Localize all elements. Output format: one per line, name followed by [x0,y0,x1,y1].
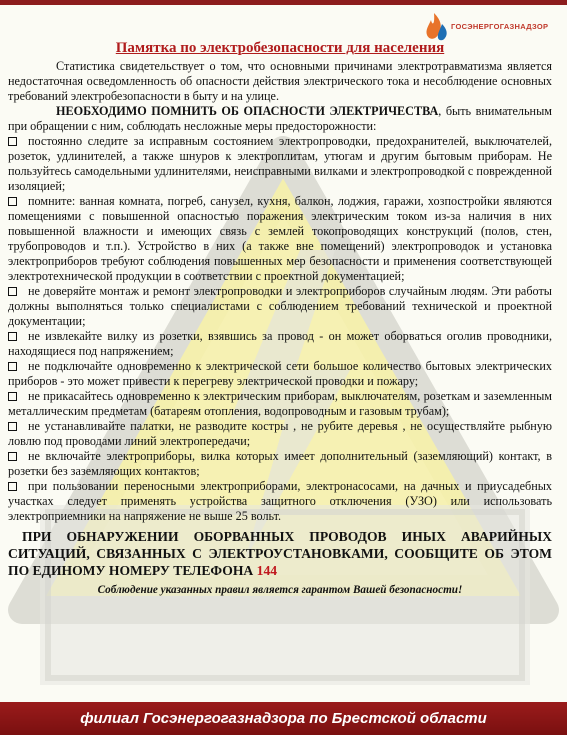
safety-rules-list [8,134,552,524]
footer-banner: филиал Госэнергогазнадзора по Брестской области [0,702,567,735]
list-item [8,479,552,524]
list-item [8,359,552,389]
checkbox-bullet-icon [8,452,17,461]
checkbox-bullet-icon [8,137,17,146]
checkbox-bullet-icon [8,332,17,341]
checkbox-bullet-icon [8,197,17,206]
emergency-phone-number: 144 [256,563,278,578]
caution-text: , быть внимательным при обращении с ним, соблюдать несложные меры предосторожности: [8,104,552,133]
page-title: Памятка по электробезопасности для населения [115,40,445,56]
emergency-notice [8,528,552,579]
memo-content [8,40,552,598]
checkbox-bullet-icon [8,422,17,431]
rule-text: не включайте электроприборы, вилка которых имеет дополнительный (заземляющий) контакт, в розетки без заземляющих контактов; [8,449,552,478]
list-item [8,419,552,449]
top-rule [0,0,567,5]
rule-text: помните: ванная комната, погреб, санузел, кухня, балкон, лоджия, гаражи, хозпостройки являются помещениями с повышенной опасностью поражения электрическим током из-за наличия в них повышенной влажности и имеющих связь с землей токопроводящих конструкций (полов, стен, трубопроводов и т.п.). Устройство в них (а также вне помещений) электропроводок и установка электроприборов требуют соблюдения повышенных мер безопасности и применения соответствующей электротехнической продукции в соответствии с проектной документацией; [8,194,552,283]
rule-text: не извлекайте вилку из розетки, взявшись за провод - он может оборваться оголив проводники, находящиеся под напряжением; [8,329,552,358]
guarantee-note: Соблюдение указанных правил является гарантом Вашей безопасности! [97,584,463,596]
rule-text: не прикасайтесь одновременно к электрическим приборам, выключателям, розеткам и заземленным металлическим предметам (батареям отопления, водопроводным и газовым трубам); [8,389,552,418]
checkbox-bullet-icon [8,482,17,491]
list-item [8,134,552,194]
rule-text: постоянно следите за исправным состоянием электропроводки, предохранителей, выключателей, розеток, удлинителей, а также шнуров к электроплитам, утюгам и другим бытовым приборам. Не пользуйтесь самодельными удлинителями, неисправными вилками и электропроводкой с поврежденной изоляцией; [8,134,552,193]
caution-paragraph [8,104,552,134]
list-item [8,329,552,359]
checkbox-bullet-icon [8,287,17,296]
checkbox-bullet-icon [8,362,17,371]
intro-paragraph: Статистика свидетельствует о том, что основными причинами электротравматизма является недостаточная осведомленность об опасности действия электрического тока и несоблюдение основных требований электробезопасности в быту и на улице. [8,59,552,103]
list-item [8,284,552,329]
rule-text: не доверяйте монтаж и ремонт электропроводки и электроприборов случайным людям. Эти работы должны выполняться только специалистами с соблюдением требований технической и проектной документации; [8,284,552,328]
logo-text: ГОСЭНЕРГОГАЗНАДЗОР [451,22,549,31]
list-item [8,389,552,419]
emergency-text: ПРИ ОБНАРУЖЕНИИ ОБОРВАННЫХ ПРОВОДОВ ИНЫХ АВАРИЙНЫХ СИТУАЦИЙ, СВЯЗАННЫХ С ЭЛЕКТРОУСТАНОВКАМИ, СООБЩИТЕ ОБ ЭТОМ ПО ЕДИНОМУ НОМЕРУ ТЕЛЕФОНА [8,529,552,578]
rule-text: не подключайте одновременно к электрической сети большое количество бытовых электрических приборов - это может привести к перегреву электрической проводки и пожару; [8,359,552,388]
rule-text: не устанавливайте палатки, не разводите костры , не рубите деревья , не осуществляйте рыбную ловлю под проводами линий электропередачи; [8,419,552,448]
list-item [8,449,552,479]
list-item [8,194,552,284]
caution-heading: НЕОБХОДИМО ПОМНИТЬ ОБ ОПАСНОСТИ ЭЛЕКТРИЧЕСТВА [56,104,439,118]
rule-text: при пользовании переносными электроприборами, электронасосами, на дачных и приусадебных участках следует применять устройства защитного отключения (УЗО) или использовать электроприемники на напряжение не выше 25 вольт. [8,479,552,523]
checkbox-bullet-icon [8,392,17,401]
